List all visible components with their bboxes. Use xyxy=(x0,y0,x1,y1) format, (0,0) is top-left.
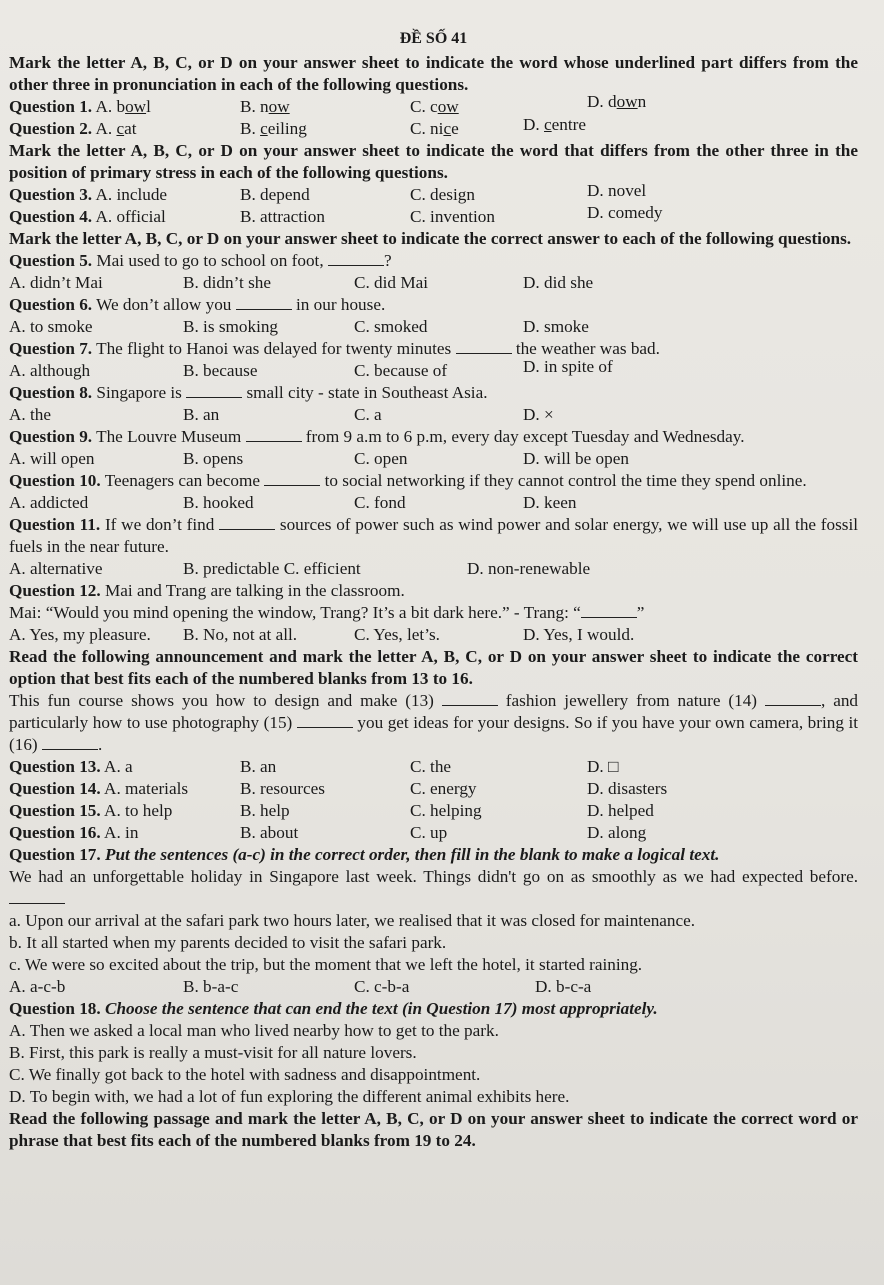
option-a[interactable]: A. Then we asked a local man who lived nearby how to get to the park. xyxy=(9,1021,499,1040)
option-c[interactable]: C. invention xyxy=(410,207,495,226)
option-c[interactable]: C. did Mai xyxy=(354,273,429,292)
option-c[interactable]: C. a xyxy=(354,405,382,424)
option-a[interactable]: A. to help xyxy=(104,801,173,820)
question-6-stem: Question 6. We don’t allow you in our house. xyxy=(9,295,386,314)
question-16 xyxy=(9,822,858,844)
option-b[interactable]: B. about xyxy=(240,823,299,842)
question-label: Question 6. xyxy=(9,295,93,314)
sentence-b: b. It all started when my parents decided to visit the safari park. xyxy=(9,933,447,952)
question-14 xyxy=(9,778,858,800)
option-d[interactable]: D. novel xyxy=(587,181,647,200)
blank-14[interactable] xyxy=(765,692,821,706)
blank-13[interactable] xyxy=(442,692,498,706)
question-17-options xyxy=(9,976,858,998)
option-c[interactable]: C. the xyxy=(410,757,452,776)
question-label: Question 13. xyxy=(9,757,101,776)
sentence-c: c. We were so excited about the trip, but the moment that we left the hotel, it started raining. xyxy=(9,955,643,974)
question-18-instruction: Question 18. Choose the sentence that can end the text (in Question 17) most appropriately. xyxy=(9,999,658,1018)
option-b[interactable]: B. an xyxy=(240,757,277,776)
option-b[interactable]: B. ceiling xyxy=(240,119,307,138)
option-c[interactable]: C. smoked xyxy=(354,317,428,336)
question-11-stem: Question 11. If we don’t find sources of power such as wind power and solar energy, we will use up all the fossil fuels in the near future. xyxy=(9,515,859,556)
question-label: Question 1. xyxy=(9,97,93,116)
option-d[interactable]: D. smoke xyxy=(523,317,589,336)
question-12-dialog: Mai: “Would you mind opening the window, Trang? It’s a bit dark here.” - Trang: “ ” xyxy=(9,603,645,622)
option-a[interactable]: A. include xyxy=(95,185,168,204)
option-d[interactable]: D. centre xyxy=(523,115,587,134)
option-a[interactable]: A. a xyxy=(104,757,133,776)
question-label: Question 15. xyxy=(9,801,101,820)
option-d[interactable]: D. will be open xyxy=(523,449,629,468)
question-label: Question 9. xyxy=(9,427,93,446)
option-b[interactable]: B. b-a-c xyxy=(183,977,239,996)
option-c[interactable]: C. nice xyxy=(410,119,459,138)
question-label: Question 2. xyxy=(9,119,93,138)
option-b[interactable]: B. opens xyxy=(183,449,244,468)
blank-15[interactable] xyxy=(297,714,353,728)
option-d[interactable]: D. helped xyxy=(587,801,654,820)
question-15 xyxy=(9,800,858,822)
option-b[interactable]: B. because xyxy=(183,361,258,380)
answer-blank[interactable] xyxy=(264,472,320,486)
option-c[interactable]: C. open xyxy=(354,449,408,468)
question-11-options xyxy=(9,558,858,580)
question-5-options xyxy=(9,272,858,294)
question-label: Question 10. xyxy=(9,471,101,490)
question-2 xyxy=(9,115,858,140)
instruction-pronunciation: Mark the letter A, B, C, or D on your answer sheet to indicate the word whose underlined part differs from the other three in pronunciation in each of the following questions. xyxy=(9,53,858,94)
option-a[interactable]: A. although xyxy=(9,361,91,380)
option-a[interactable]: A. Yes, my pleasure. xyxy=(9,625,151,644)
option-b[interactable]: B. didn’t she xyxy=(183,273,272,292)
option-a[interactable]: A. official xyxy=(95,207,166,226)
question-12-options xyxy=(9,624,858,646)
option-a[interactable]: A. alternative xyxy=(9,559,103,578)
question-8-options xyxy=(9,404,858,426)
option-d[interactable]: D. Yes, I would. xyxy=(523,625,635,644)
question-10-options xyxy=(9,492,858,514)
instruction-correct-answer: Mark the letter A, B, C, or D on your answer sheet to indicate the correct answer to each of the following questions. xyxy=(9,229,852,248)
option-c[interactable]: C. We finally got back to the hotel with sadness and disappointment. xyxy=(9,1065,481,1084)
question-9-stem: Question 9. The Louvre Museum from 9 a.m to 6 p.m, every day except Tuesday and Wednesday. xyxy=(9,427,745,446)
option-a[interactable]: A. to smoke xyxy=(9,317,93,336)
option-d[interactable]: D. b-c-a xyxy=(535,977,592,996)
option-c[interactable]: C. because of xyxy=(354,361,448,380)
option-b[interactable]: B. hooked xyxy=(183,493,254,512)
instruction-passage: Read the following passage and mark the letter A, B, C, or D on your answer sheet to indicate the correct word or phrase that best fits each of the numbered blanks from 19 to 24. xyxy=(9,1109,858,1150)
question-label: Question 7. xyxy=(9,339,93,358)
question-10-stem: Question 10. Teenagers can become to social networking if they cannot control the time they spend online. xyxy=(9,471,807,490)
question-label: Question 8. xyxy=(9,383,93,402)
option-b-c[interactable]: B. predictable C. efficient xyxy=(183,559,361,578)
option-c[interactable]: C. helping xyxy=(410,801,482,820)
option-d[interactable]: D. in spite of xyxy=(523,357,613,376)
option-a[interactable]: A. the xyxy=(9,405,52,424)
option-b[interactable]: B. No, not at all. xyxy=(183,625,298,644)
option-b[interactable]: B. an xyxy=(183,405,220,424)
option-b[interactable]: B. First, this park is really a must-visit for all nature lovers. xyxy=(9,1043,417,1062)
option-b[interactable]: B. is smoking xyxy=(183,317,279,336)
option-a[interactable]: A. bowl xyxy=(95,97,151,116)
instruction-stress: Mark the letter A, B, C, or D on your answer sheet to indicate the word that differs from the other three in the position of primary stress in each of the following questions. xyxy=(9,141,858,182)
option-c[interactable]: C. fond xyxy=(354,493,406,512)
option-d[interactable]: D. along xyxy=(587,823,647,842)
question-label: Question 4. xyxy=(9,207,93,226)
option-d[interactable]: D. did she xyxy=(523,273,594,292)
question-label: Question 3. xyxy=(9,185,93,204)
option-a[interactable]: A. in xyxy=(104,823,139,842)
question-7-stem: Question 7. The flight to Hanoi was delayed for twenty minutes the weather was bad. xyxy=(9,339,660,358)
option-d[interactable]: D. To begin with, we had a lot of fun exploring the different animal exhibits here. xyxy=(9,1087,570,1106)
question-7-options xyxy=(9,357,858,382)
answer-blank[interactable] xyxy=(236,296,292,310)
question-label: Question 11. xyxy=(9,515,101,534)
option-b[interactable]: B. help xyxy=(240,801,290,820)
option-a[interactable]: A. will open xyxy=(9,449,95,468)
option-b[interactable]: B. resources xyxy=(240,779,325,798)
option-d[interactable]: D. down xyxy=(587,92,647,111)
option-d[interactable]: D. × xyxy=(523,405,554,424)
option-a[interactable]: A. cat xyxy=(95,119,137,138)
option-c[interactable]: C. cow xyxy=(410,97,459,116)
sentence-a: a. Upon our arrival at the safari park two hours later, we realised that it was closed for maintenance. xyxy=(9,911,696,930)
question-13 xyxy=(9,756,858,778)
option-c[interactable]: C. design xyxy=(410,185,475,204)
instruction-announcement: Read the following announcement and mark the letter A, B, C, or D on your answer sheet to indicate the correct option that best fits each of the numbered blanks from 13 to 16. xyxy=(9,647,858,688)
option-b[interactable]: B. depend xyxy=(240,185,310,204)
option-d[interactable]: D. comedy xyxy=(587,203,663,222)
question-5-stem: Question 5. Mai used to go to school on foot, ? xyxy=(9,251,392,270)
question-label: Question 14. xyxy=(9,779,101,798)
option-a[interactable]: A. addicted xyxy=(9,493,89,512)
announcement-text: This fun course shows you how to design and make (13) fashion jewellery from nature (14) , and particularly how to use photography (15) you get ideas for your designs. So if you have your own camera, bring it (16) . xyxy=(9,691,859,754)
page-title: ĐỀ SỐ 41 xyxy=(399,30,468,47)
question-label: Question 12. xyxy=(9,581,101,600)
answer-blank[interactable] xyxy=(186,384,242,398)
answer-blank[interactable] xyxy=(246,428,302,442)
option-b[interactable]: B. attraction xyxy=(240,207,325,226)
question-label: Question 18. xyxy=(9,999,101,1018)
option-d[interactable]: D. disasters xyxy=(587,779,668,798)
option-a[interactable]: A. materials xyxy=(104,779,189,798)
option-d[interactable]: D. non-renewable xyxy=(467,559,591,578)
question-label: Question 5. xyxy=(9,251,93,270)
option-b[interactable]: B. now xyxy=(240,97,290,116)
answer-blank[interactable] xyxy=(219,516,275,530)
question-3 xyxy=(9,181,858,206)
answer-blank[interactable] xyxy=(328,252,384,266)
question-label: Question 17. xyxy=(9,845,101,864)
option-c[interactable]: C. Yes, let’s. xyxy=(354,625,440,644)
option-a[interactable]: A. didn’t Mai xyxy=(9,273,103,292)
option-c[interactable]: C. energy xyxy=(410,779,477,798)
option-a[interactable]: A. a-c-b xyxy=(9,977,66,996)
question-4 xyxy=(9,203,858,228)
option-c[interactable]: C. up xyxy=(410,823,448,842)
answer-blank[interactable] xyxy=(581,604,637,618)
question-1 xyxy=(9,92,858,118)
option-d[interactable]: D. □ xyxy=(587,757,619,776)
question-9-options xyxy=(9,448,858,470)
option-d[interactable]: D. keen xyxy=(523,493,577,512)
question-17-intro: We had an unforgettable holiday in Singapore last week. Things didn't go on as smoothly as we had expected before. xyxy=(9,866,858,910)
question-8-stem: Question 8. Singapore is small city - state in Southeast Asia. xyxy=(9,383,488,402)
blank-16[interactable] xyxy=(42,736,98,750)
answer-blank[interactable] xyxy=(456,340,512,354)
answer-blank[interactable] xyxy=(9,890,65,904)
option-c[interactable]: C. c-b-a xyxy=(354,977,410,996)
question-label: Question 16. xyxy=(9,823,101,842)
question-6-options xyxy=(9,316,858,338)
question-17-instruction: Question 17. Put the sentences (a-c) in the correct order, then fill in the blank to make a logical text. xyxy=(9,845,720,864)
question-12-stem: Question 12. Mai and Trang are talking in the classroom. xyxy=(9,581,405,600)
